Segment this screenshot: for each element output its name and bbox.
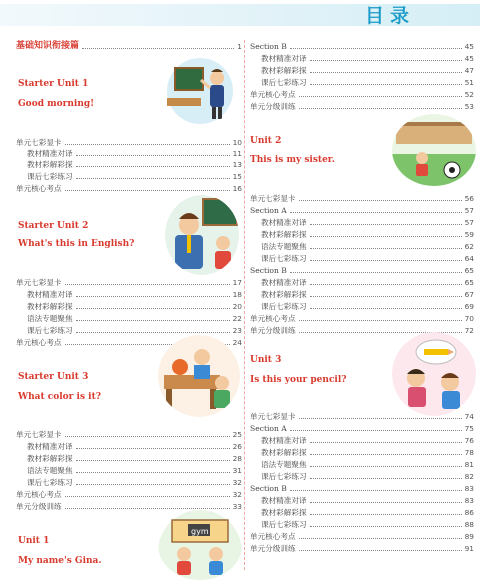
toc-row[interactable] [250, 64, 474, 76]
toc-row[interactable] [250, 288, 474, 300]
toc-row[interactable] [250, 52, 474, 64]
toc-leader [310, 526, 462, 527]
toc-label: 单元七彩显卡 [16, 278, 62, 287]
page-title: 目录 [364, 5, 415, 27]
toc-page: 20 [232, 302, 242, 311]
toc-page: 31 [232, 466, 242, 475]
toc-row[interactable] [250, 76, 474, 88]
toc-leader [310, 236, 462, 237]
school-sports-illustration-icon [392, 114, 476, 186]
svg-text:gym: gym [191, 527, 209, 536]
toc-label: 教材精准对译 [27, 442, 73, 451]
toc-label: 单元核心考点 [16, 490, 62, 499]
toc-row[interactable] [250, 216, 474, 228]
toc-leader [310, 224, 462, 225]
toc-row[interactable] [250, 518, 474, 530]
toc-leader [76, 460, 230, 461]
toc-row[interactable] [250, 204, 474, 216]
toc-label: 语法专题聚焦 [261, 460, 307, 469]
toc-page: 76 [464, 436, 474, 445]
toc-leader [310, 60, 462, 61]
toc-leader [310, 284, 462, 285]
toc-label: Section A [250, 424, 287, 433]
toc-row[interactable] [16, 452, 242, 464]
toc-label: 基础知识衔接篇 [16, 41, 80, 51]
unit-heading[interactable]: Unit 1 [18, 536, 50, 546]
toc-leader [310, 248, 462, 249]
toc-row[interactable] [250, 434, 474, 446]
toc-page: 45 [464, 54, 474, 63]
toc-page: 83 [464, 496, 474, 505]
toc-label: 教材彩解彩探 [27, 454, 73, 463]
toc-label: 教材精准对译 [261, 54, 307, 63]
toc-label: 教材彩解彩探 [27, 160, 73, 169]
toc-row[interactable] [250, 228, 474, 240]
toc-label: 课后七彩练习 [261, 472, 307, 481]
unit-subtitle[interactable]: Is this your pencil? [250, 375, 347, 385]
toc-leader [299, 96, 462, 97]
toc-leader [76, 308, 230, 309]
unit-subtitle[interactable]: My name's Gina. [18, 556, 102, 566]
toc-page: 33 [232, 502, 242, 511]
toc-label: 语法专题聚焦 [27, 314, 73, 323]
unit-heading[interactable]: Unit 2 [250, 136, 282, 146]
toc-label: 课后七彩练习 [261, 302, 307, 311]
unit-subtitle[interactable]: What's this in English? [18, 239, 135, 249]
toc-label: Section A [250, 206, 287, 215]
toc-page: 62 [464, 242, 474, 251]
toc-leader [310, 308, 462, 309]
toc-page: 23 [232, 326, 242, 335]
toc-row[interactable] [250, 542, 474, 554]
toc-leader [290, 212, 462, 213]
toc-row[interactable] [16, 182, 242, 194]
toc-leader [310, 260, 462, 261]
toc-page: 1 [237, 42, 242, 51]
toc-label: 课后七彩练习 [27, 478, 73, 487]
toc-page: 57 [464, 218, 474, 227]
color-class-illustration-icon [158, 335, 240, 417]
toc-label: 单元核心考点 [250, 90, 296, 99]
toc-row[interactable] [16, 312, 242, 324]
toc-row[interactable] [250, 192, 474, 204]
teacher-illustration-icon [161, 58, 239, 124]
toc-leader [299, 418, 462, 419]
toc-leader [290, 48, 462, 49]
toc-row[interactable] [250, 276, 474, 288]
toc-label: 单元分级训练 [250, 544, 296, 553]
toc-page: 52 [464, 90, 474, 99]
unit-subtitle[interactable]: This is my sister. [250, 155, 335, 165]
toc-leader [82, 48, 234, 49]
toc-row[interactable] [250, 240, 474, 252]
toc-label: Section B [250, 42, 287, 51]
toc-page: 78 [464, 448, 474, 457]
toc-page: 56 [464, 194, 474, 203]
toc-label: 单元七彩显卡 [16, 430, 62, 439]
toc-row[interactable] [250, 100, 474, 112]
toc-leader [310, 454, 462, 455]
toc-leader [290, 430, 462, 431]
toc-label: 单元分级训练 [250, 326, 296, 335]
toc-page: 72 [464, 326, 474, 335]
toc-label: 课后七彩练习 [27, 172, 73, 181]
toc-leader [65, 284, 230, 285]
toc-label: Section B [250, 484, 287, 493]
toc-label: 教材精准对译 [27, 149, 73, 158]
toc-row[interactable] [16, 324, 242, 336]
toc-label: 教材彩解彩探 [261, 230, 307, 239]
toc-row[interactable] [16, 476, 242, 488]
toc-row[interactable] [250, 470, 474, 482]
toc-label: 单元核心考点 [16, 184, 62, 193]
toc-leader [310, 84, 462, 85]
toc-label: 语法专题聚焦 [261, 242, 307, 251]
toc-label: 单元七彩显卡 [250, 194, 296, 203]
toc-leader [76, 472, 230, 473]
toc-row[interactable] [250, 482, 474, 494]
toc-row[interactable] [16, 428, 242, 440]
toc-page: 86 [464, 508, 474, 517]
toc-leader [76, 448, 230, 449]
toc-label: 单元分级训练 [250, 102, 296, 111]
toc-page: 74 [464, 412, 474, 421]
toc-row[interactable] [16, 440, 242, 452]
toc-row[interactable] [250, 40, 474, 52]
toc-page: 17 [232, 278, 242, 287]
toc-row[interactable] [250, 422, 474, 434]
toc-row[interactable] [16, 158, 242, 170]
toc-leader [310, 72, 462, 73]
toc-page: 75 [464, 424, 474, 433]
toc-leader [76, 166, 230, 167]
toc-page: 24 [232, 338, 242, 347]
classroom-illustration-icon [165, 195, 239, 275]
toc-label: 单元七彩显卡 [250, 412, 296, 421]
toc-page: 91 [464, 544, 474, 553]
toc-page: 57 [464, 206, 474, 215]
toc-page: 32 [232, 478, 242, 487]
toc-page: 26 [232, 442, 242, 451]
toc-page: 45 [464, 42, 474, 51]
toc-page: 15 [232, 172, 242, 181]
toc-label: 课后七彩练习 [27, 326, 73, 335]
toc-page: 51 [464, 78, 474, 87]
toc-label: 单元核心考点 [250, 532, 296, 541]
toc-page: 28 [232, 454, 242, 463]
toc-row[interactable] [250, 88, 474, 100]
toc-leader [65, 508, 230, 509]
unit-heading[interactable]: Starter Unit 2 [18, 221, 89, 231]
toc-leader [290, 272, 462, 273]
toc-leader [299, 320, 462, 321]
unit-heading[interactable]: Unit 3 [250, 355, 282, 365]
toc-row-intro[interactable] [16, 40, 242, 52]
toc-label: Section B [250, 266, 287, 275]
toc-row[interactable] [250, 264, 474, 276]
toc-row[interactable] [250, 494, 474, 506]
toc-page: 10 [232, 138, 242, 147]
toc-leader [76, 178, 230, 179]
toc-page: 64 [464, 254, 474, 263]
toc-row[interactable] [250, 252, 474, 264]
toc-leader [310, 514, 462, 515]
toc-leader [76, 320, 230, 321]
toc-leader [65, 190, 230, 191]
unit-subtitle[interactable]: What color is it? [18, 392, 102, 402]
unit-subtitle[interactable]: Good morning! [18, 99, 95, 109]
toc-page: 22 [232, 314, 242, 323]
toc-page: 11 [232, 149, 242, 158]
toc-page: 88 [464, 520, 474, 529]
toc-label: 单元核心考点 [16, 338, 62, 347]
toc-label: 教材精准对译 [261, 496, 307, 505]
gym-illustration-icon [158, 510, 242, 580]
unit-heading[interactable]: Starter Unit 3 [18, 372, 89, 382]
toc-page: 47 [464, 66, 474, 75]
toc-leader [65, 436, 230, 437]
toc-label: 单元七彩显卡 [16, 138, 62, 147]
toc-row[interactable] [16, 288, 242, 300]
toc-label: 语法专题聚焦 [27, 466, 73, 475]
toc-label: 单元核心考点 [250, 314, 296, 323]
toc-leader [65, 144, 230, 145]
toc-row[interactable] [16, 170, 242, 182]
toc-label: 教材精准对译 [261, 278, 307, 287]
toc-page: 67 [464, 290, 474, 299]
toc-leader [299, 200, 462, 201]
toc-page: 65 [464, 278, 474, 287]
toc-page: 69 [464, 302, 474, 311]
toc-leader [65, 496, 230, 497]
toc-label: 教材彩解彩探 [27, 302, 73, 311]
toc-page: 65 [464, 266, 474, 275]
toc-row[interactable] [16, 464, 242, 476]
toc-page: 32 [232, 490, 242, 499]
toc-leader [310, 442, 462, 443]
toc-page: 16 [232, 184, 242, 193]
toc-leader [76, 155, 230, 156]
toc-row[interactable] [250, 506, 474, 518]
toc-page: 18 [232, 290, 242, 299]
toc-leader [299, 550, 462, 551]
toc-leader [76, 296, 230, 297]
toc-label: 课后七彩练习 [261, 520, 307, 529]
toc-row[interactable] [250, 300, 474, 312]
toc-row[interactable] [250, 530, 474, 542]
toc-label: 单元分级训练 [16, 502, 62, 511]
toc-leader [290, 490, 462, 491]
toc-page: 13 [232, 160, 242, 169]
toc-row[interactable] [16, 488, 242, 500]
toc-row[interactable] [250, 458, 474, 470]
toc-page: 89 [464, 532, 474, 541]
toc-row[interactable] [250, 446, 474, 458]
toc-row[interactable] [250, 312, 474, 324]
toc-leader [310, 296, 462, 297]
toc-label: 教材精准对译 [261, 218, 307, 227]
toc-label: 教材彩解彩探 [261, 290, 307, 299]
toc-label: 教材彩解彩探 [261, 448, 307, 457]
toc-leader [310, 466, 462, 467]
toc-row[interactable] [16, 300, 242, 312]
toc-label: 教材彩解彩探 [261, 508, 307, 517]
toc-page: 53 [464, 102, 474, 111]
toc-leader [76, 332, 230, 333]
pencil-illustration-icon [392, 332, 476, 416]
toc-leader [310, 502, 462, 503]
toc-label: 教材彩解彩探 [261, 66, 307, 75]
toc-leader [310, 478, 462, 479]
toc-page: 83 [464, 484, 474, 493]
toc-leader [299, 108, 462, 109]
toc-label: 教材精准对译 [261, 436, 307, 445]
toc-page: 25 [232, 430, 242, 439]
toc-page: 59 [464, 230, 474, 239]
unit-heading[interactable]: Starter Unit 1 [18, 79, 89, 89]
toc-leader [76, 484, 230, 485]
toc-row[interactable] [16, 276, 242, 288]
toc-page: 81 [464, 460, 474, 469]
toc-leader [299, 538, 462, 539]
toc-label: 课后七彩练习 [261, 254, 307, 263]
toc-label: 教材精准对译 [27, 290, 73, 299]
toc-label: 课后七彩练习 [261, 78, 307, 87]
column-divider [244, 40, 245, 570]
toc-page: 70 [464, 314, 474, 323]
header-band [0, 0, 480, 32]
toc-page: 82 [464, 472, 474, 481]
